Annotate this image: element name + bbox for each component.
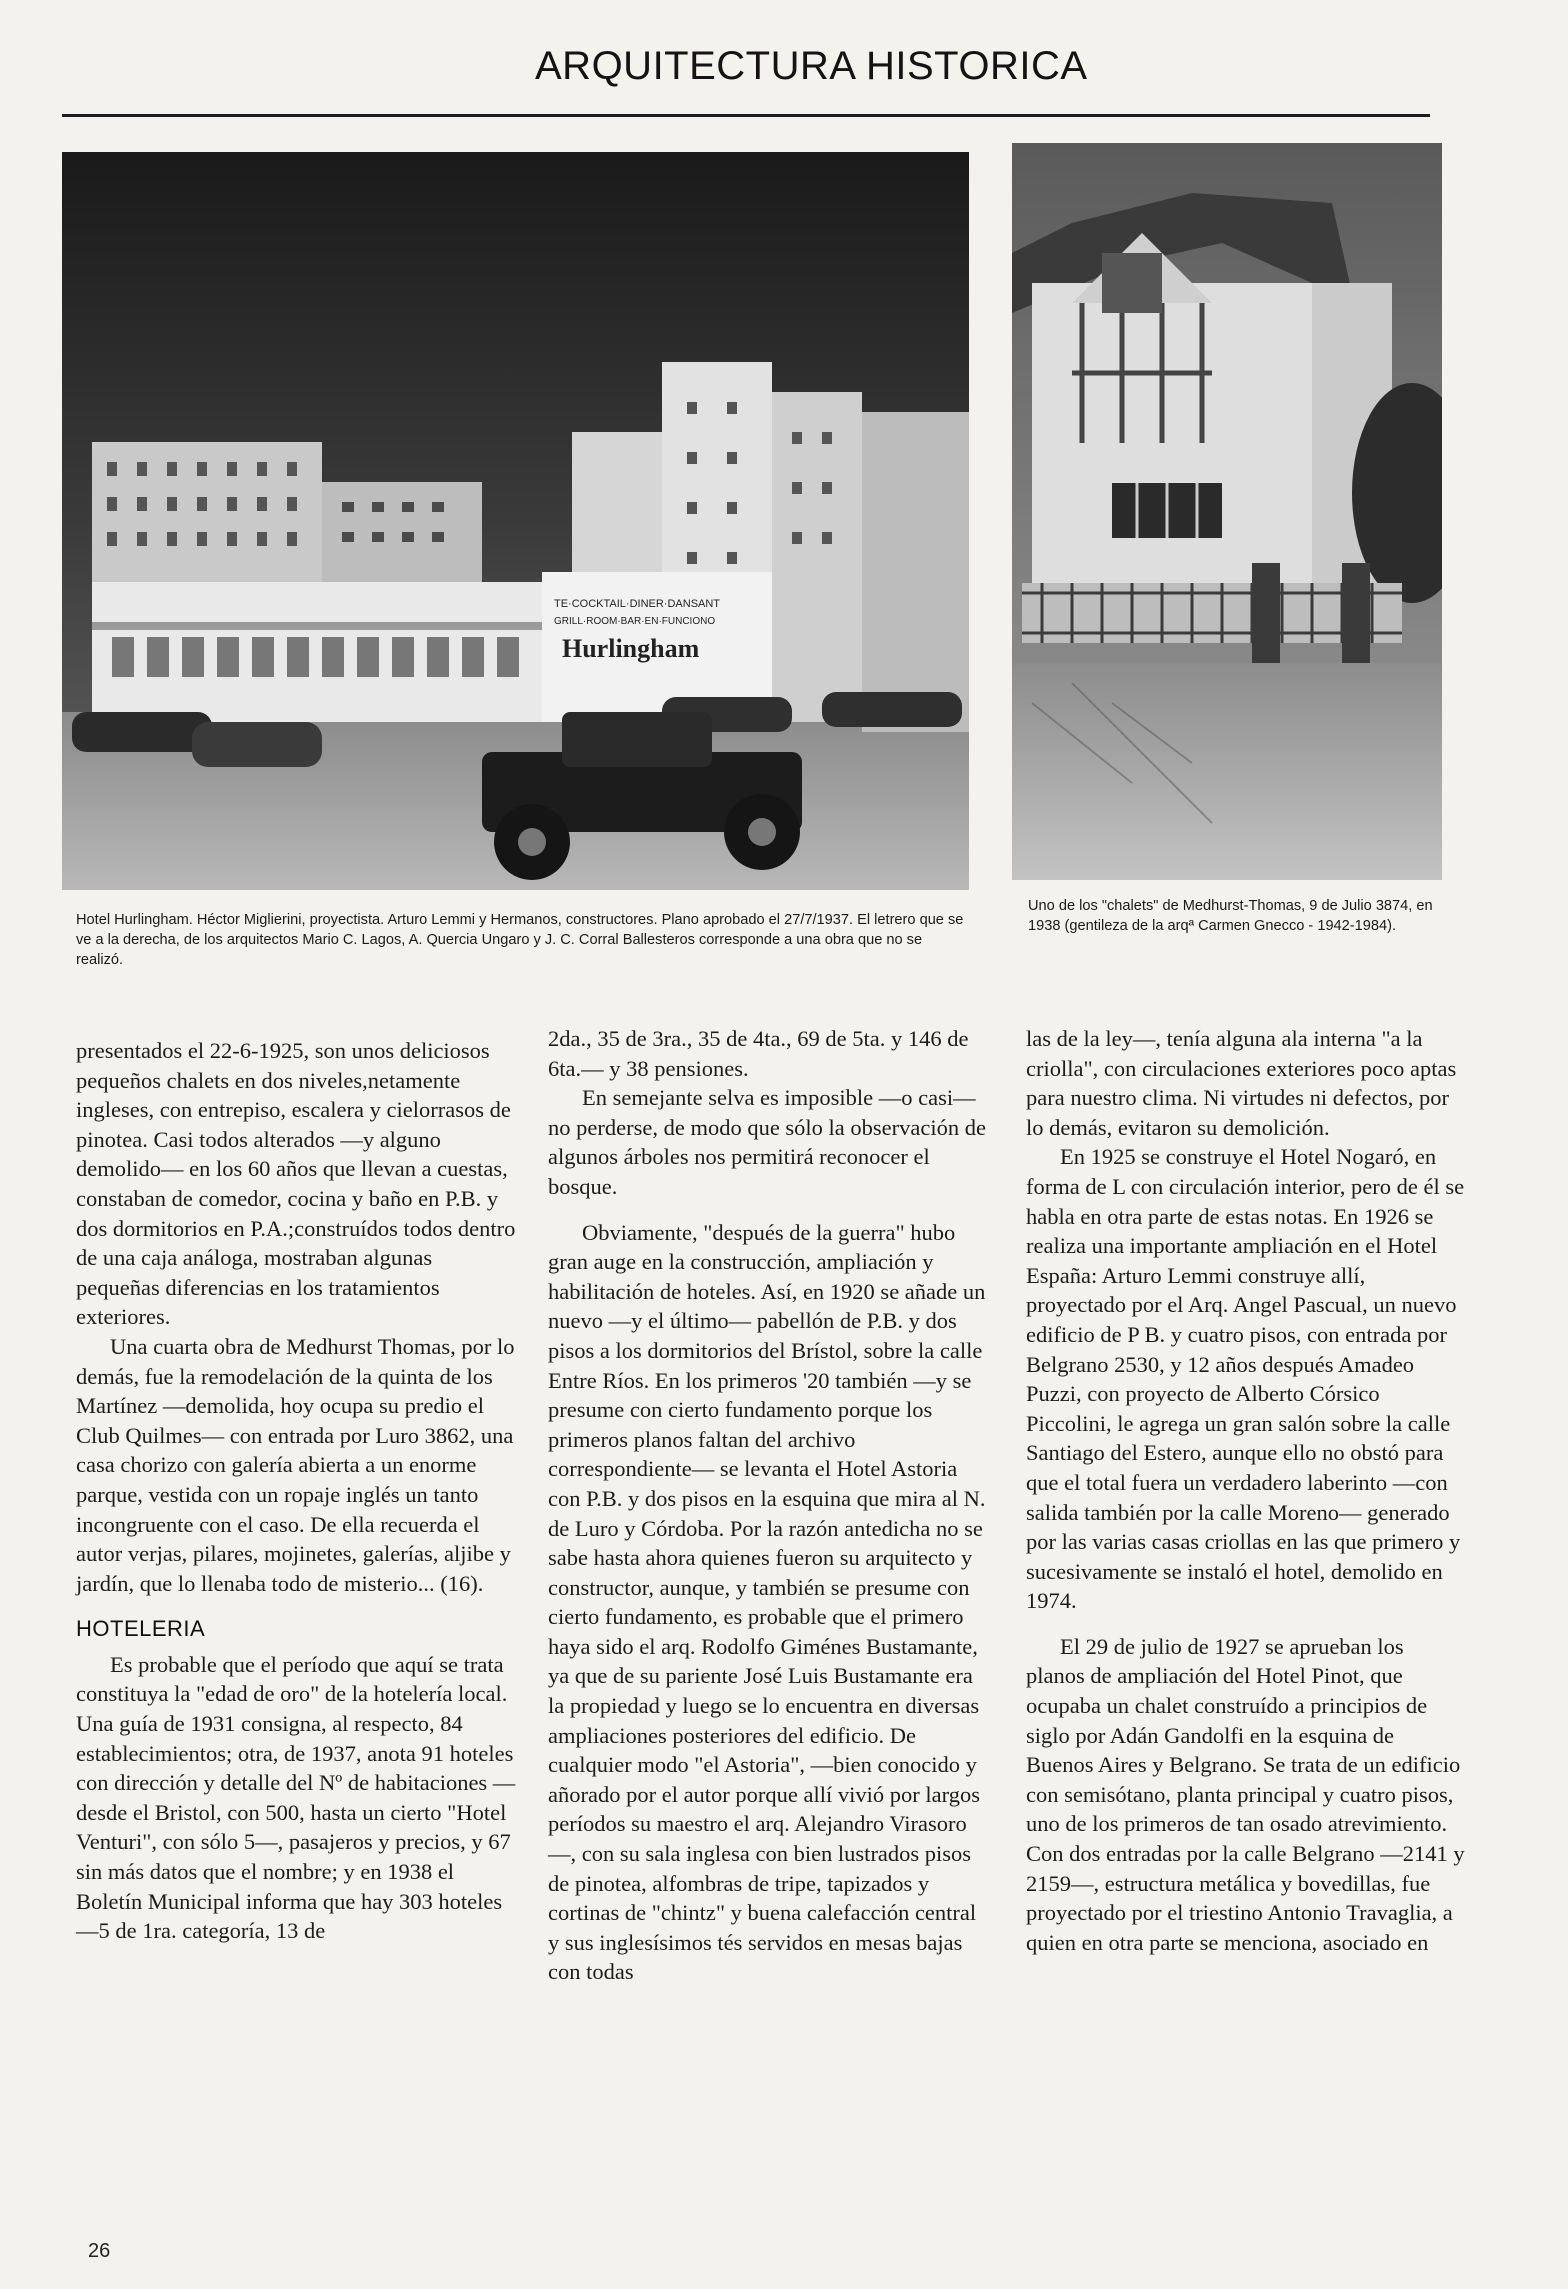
left-paragraph-3: Es probable que el período que aquí se trata constituya la "edad de oro" de la hotelería local. Una guía de 1931 consigna, al respecto, 84 establecimientos; otra, de 1937, anota 91 hoteles con dirección y detalle del Nº de habitaciones —desde el Bristol, con 500, hasta un cierto "Hotel Venturi", con sólo 5—, pasajeros y precios, y 67 sin más datos que el nombre; y en 1938 el Boletín Municipal informa que hay 303 hoteles —5 de 1ra. categoría, 13 de [76, 1651, 516, 1944]
sign-line-1: TE·COCKTAIL·DINER·DANSANT [554, 598, 721, 610]
right-paragraph-3: El 29 de julio de 1927 se aprueban los planos de ampliación del Hotel Pinot, que ocupaba un chalet construído a principios de siglo por Adán Gandolfi en la esquina de Buenos Aires y Belgrano. Se trata de un edificio con semisótano, planta principal y cuatro pisos, uno de los primeros de tan osado atrevimiento. Con dos entradas por la calle Belgrano —2141 y 2159—, estructura metálica y bovedillas, fue proyectado por el triestino Antonio Travaglia, a quien en otra parte se menciona, asociado en [1026, 1633, 1465, 1955]
page-number: 26 [88, 2240, 111, 2262]
page-title: ARQUITECTURA HISTORICA [535, 44, 1088, 88]
chalet-photo-caption: Uno de los "chalets" de Medhurst-Thomas, 9 de Julio 3874, en 1938 (gentileza de la arqª Carmen Gnecco - 1942-1984). [1028, 898, 1433, 934]
middle-paragraph-1: 2da., 35 de 3ra., 35 de 4ta., 69 de 5ta. y 146 de 6ta.— y 38 pensiones. [548, 1026, 969, 1081]
text-column-left [76, 1036, 516, 1946]
section-heading-hoteleria: HOTELERIA [76, 1616, 206, 1642]
chalet-medhurst-thomas-photo [1012, 143, 1442, 880]
left-paragraph-2: Una cuarta obra de Medhurst Thomas, por lo demás, fue la remodelación de la quinta de los Martínez —demolida, hoy ocupa su predio el Club Quilmes— con entrada por Luro 3862, una casa chorizo con galería abierta a un enorme parque, vestida con un ropaje inglés un tanto incongruente con el caso. De ella recuerda el autor verjas, pilares, mojinetes, galerías, aljibe y jardín, que lo llenaba todo de misterio... (16). [76, 1333, 515, 1596]
header-rule [62, 114, 1430, 117]
middle-paragraph-3: Obviamente, "después de la guerra" hubo gran auge en la construcción, ampliación y habilitación de hoteles. Así, en 1920 se añade un nuevo —y el último— pabellón de P.B. y dos pisos a los dormitorios del Brístol, sobre la calle Entre Ríos. En los primeros '20 también —y se presume con cierto fundamento porque los primeros planos faltan del archivo correspondiente— se levanta el Hotel Astoria con P.B. y dos pisos en la esquina que mira al N. de Luro y Córdoba. Por la razón antedicha no se sabe hasta ahora quienes fueron su arquitecto y constructor, aunque, y también se presume con cierto fundamento, es probable que el primero haya sido el arq. Rodolfo Giménes Bustamante, ya que de su pariente José Luis Bustamante era la propiedad y luego se lo encuentra en diversas ampliaciones posteriores del edificio. De cualquier modo "el Astoria", —bien conocido y añorado por el autor porque allí vivió por largos períodos su maestro el arq. Alejandro Virasoro—, con su sala inglesa con bien lustrados pisos de pinotea, alfombras de tripe, tapizados y cortinas de "chintz" y buena calefacción central y sus inglesísimos tés servidos en mesas bajas con todas [548, 1219, 986, 1985]
hotel-photo-caption: Hotel Hurlingham. Héctor Miglierini, proyectista. Arturo Lemmi y Hermanos, constructores. Plano aprobado el 27/7/1937. El letrero que se ve a la derecha, de los arquitectos Mario C. Lagos, A. Quercia Ungaro y J. C. Corral Ballesteros corresponde a una obra que no se realizó. [76, 912, 964, 968]
sign-line-2: GRILL·ROOM·BAR·EN·FUNCIONO [554, 616, 716, 627]
text-column-right [1026, 1024, 1466, 1957]
middle-paragraph-2: En semejante selva es imposible —o casi— no perderse, de modo que sólo la observación de algunos árboles nos permitirá reconocer el bosque. [548, 1085, 986, 1199]
right-paragraph-1: las de la ley—, tenía alguna ala interna "a la criolla", con circulaciones exteriores poco aptas para nuestro clima. Ni virtudes ni defectos, por lo demás, evitaron su demolición. [1026, 1026, 1457, 1140]
left-paragraph-1: presentados el 22-6-1925, son unos deliciosos pequeños chalets en dos niveles,netamente ingleses, con entrepiso, escalera y cielorrasos de pinotea. Casi todos alterados —y alguno demolido— en los 60 años que llevan a cuestas, constaban de comedor, cocina y baño en P.B. y dos dormitorios en P.A.;construídos todos dentro de una caja análoga, mostraban algunas pequeñas diferencias en los tratamientos exteriores. [76, 1038, 516, 1330]
hotel-hurlingham-photo [62, 152, 969, 890]
text-column-middle [548, 1024, 988, 1987]
right-paragraph-2: En 1925 se construye el Hotel Nogaró, en forma de L con circulación interior, pero de él se habla en otra parte de estas notas. En 1926 se realiza una importante ampliación en el Hotel España: Arturo Lemmi construye allí, proyectado por el Arq. Angel Pascual, un nuevo edificio de P B. y cuatro pisos, con entrada por Belgrano 2530, y 12 años después Amadeo Puzzi, con proyecto de Alberto Córsico Piccolini, le agrega un gran salón sobre la calle Santiago del Estero, aunque ello no obstó para que el total fuera un verdadero laberinto —con salida también por la calle Moreno— generado por las varias casas criollas en las que primero y sucesivamente se instaló el hotel, demolido en 1974. [1026, 1144, 1465, 1614]
sign-line-3: Hurlingham [562, 634, 700, 663]
